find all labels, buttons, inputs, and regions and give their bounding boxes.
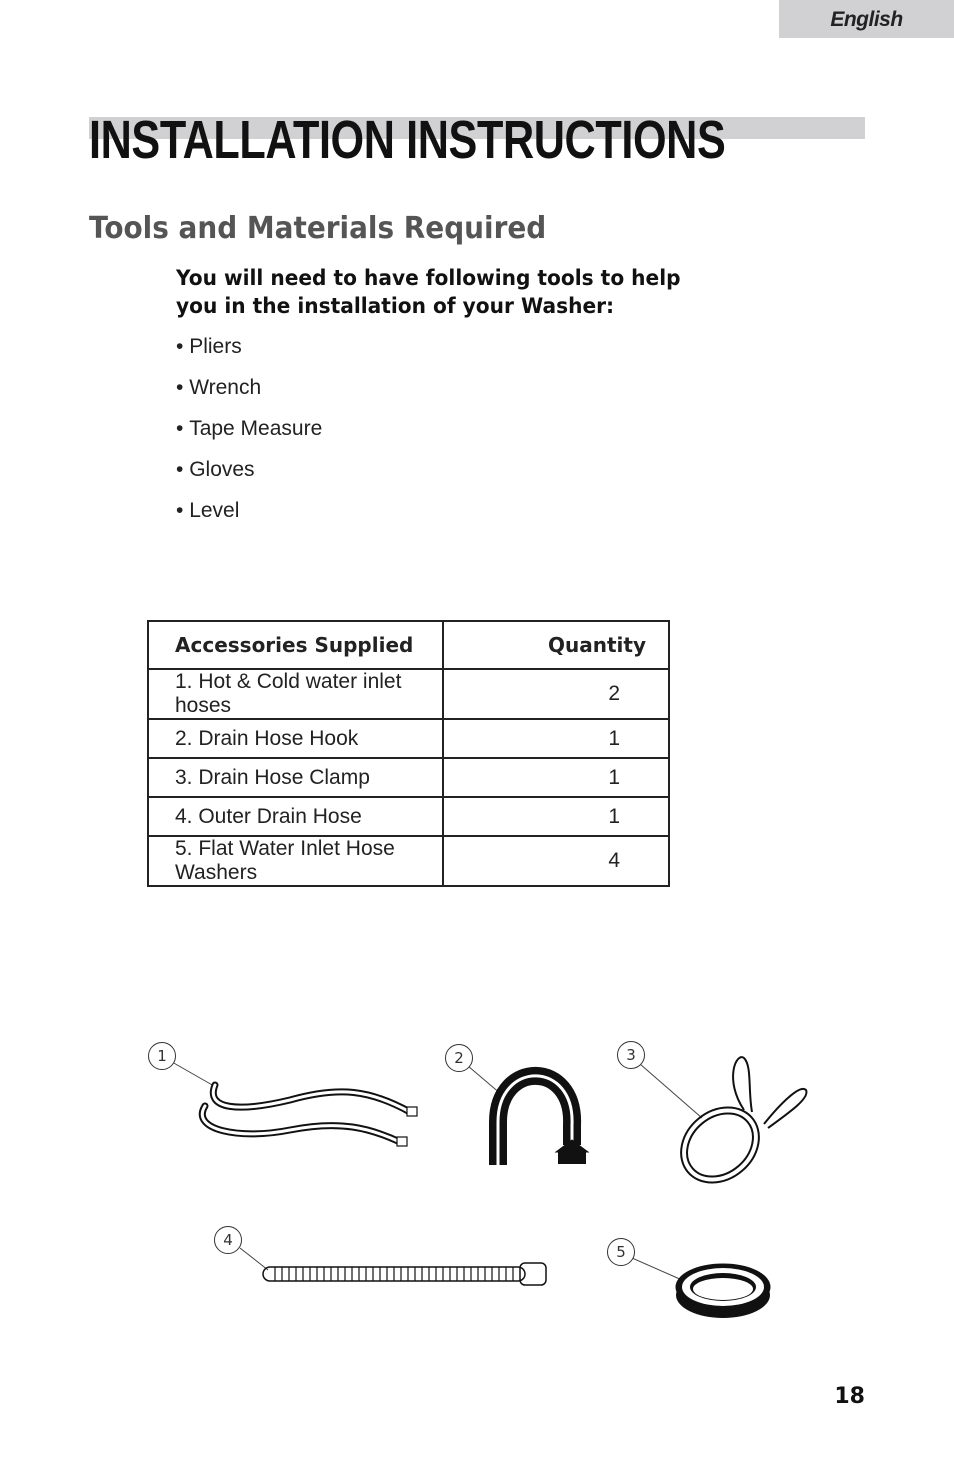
table-row	[148, 797, 669, 836]
callout-4: 4	[214, 1226, 242, 1254]
header-accessories: Accessories Supplied	[148, 621, 443, 669]
table-row	[148, 719, 669, 758]
hose-ribs	[275, 1267, 513, 1281]
table-row	[148, 669, 669, 719]
accessory-quantity: 2	[443, 669, 669, 719]
page-title: INSTALLATION INSTRUCTIONS	[89, 110, 726, 170]
callout-1: 1	[148, 1042, 176, 1070]
tools-list	[176, 332, 322, 537]
accessories-table	[147, 620, 670, 887]
flat-washer-icon	[676, 1264, 770, 1318]
accessory-name: 3. Drain Hose Clamp	[148, 758, 443, 797]
callout-3: 3	[617, 1041, 645, 1069]
callout-2: 2	[445, 1044, 473, 1072]
table-header-row	[148, 621, 669, 669]
section-heading: Tools and Materials Required	[89, 211, 547, 246]
tool-item: • Gloves	[176, 455, 322, 496]
drain-hose-hook-icon	[498, 1076, 588, 1165]
accessories-illustration	[0, 1030, 954, 1330]
tool-item: • Level	[176, 496, 322, 537]
outer-drain-hose-icon	[263, 1263, 546, 1285]
accessory-quantity: 4	[443, 836, 669, 886]
accessory-name: 5. Flat Water Inlet Hose Washers	[148, 836, 443, 886]
page-number: 18	[834, 1384, 865, 1409]
accessories-drawing	[0, 1030, 954, 1330]
intro-line-1: You will need to have following tools to help	[176, 266, 681, 290]
accessory-quantity: 1	[443, 797, 669, 836]
tool-item: • Wrench	[176, 373, 322, 414]
header-quantity: Quantity	[443, 621, 669, 669]
tool-item: • Pliers	[176, 332, 322, 373]
callout-5: 5	[607, 1238, 635, 1266]
accessory-name: 4. Outer Drain Hose	[148, 797, 443, 836]
language-tab: English	[779, 0, 954, 38]
accessory-quantity: 1	[443, 719, 669, 758]
drain-hose-clamp-icon	[666, 1057, 807, 1198]
tool-item: • Tape Measure	[176, 414, 322, 455]
accessory-quantity: 1	[443, 758, 669, 797]
accessory-name: 1. Hot & Cold water inlet hoses	[148, 669, 443, 719]
accessory-name: 2. Drain Hose Hook	[148, 719, 443, 758]
table-row	[148, 836, 669, 886]
intro-line-2: you in the installation of your Washer:	[176, 294, 615, 318]
intro-text	[176, 264, 714, 320]
table-row	[148, 758, 669, 797]
